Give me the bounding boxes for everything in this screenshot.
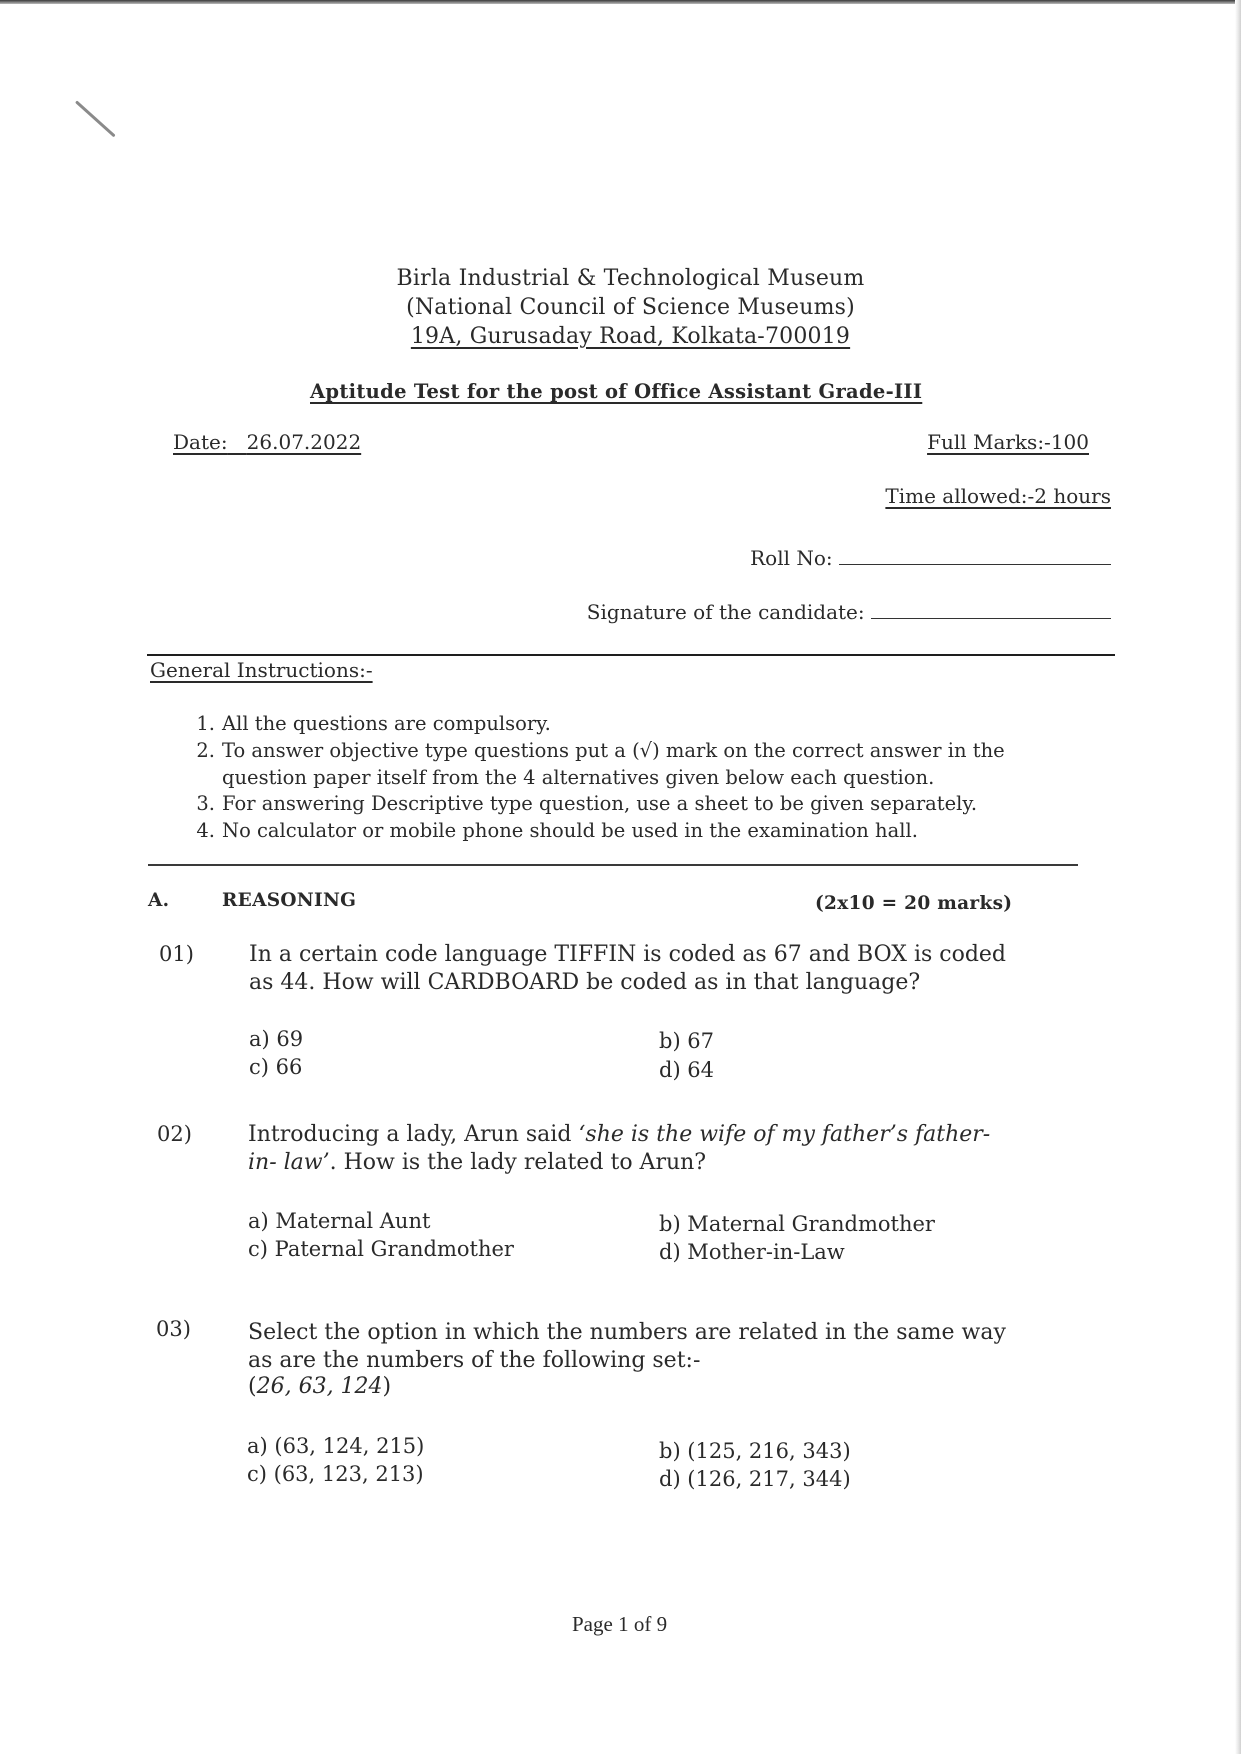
instruction-text: To answer objective type questions put a (√) mark on the correct answer in the: [222, 739, 1005, 762]
option-d[interactable]: d) Mother-in-Law: [659, 1240, 845, 1264]
instruction-item-4: [180, 818, 918, 844]
section-marks: (2x10 = 20 marks): [815, 893, 1013, 914]
question-text-line: as 44. How will CARDBOARD be coded as in that language?: [249, 970, 921, 995]
section-letter: A.: [148, 890, 170, 911]
option-a[interactable]: a) Maternal Aunt: [248, 1209, 431, 1233]
instruction-item-2: [180, 738, 1005, 764]
org-name: [0, 266, 1241, 291]
question-text-line: [248, 1122, 990, 1147]
org-address: [0, 324, 1241, 349]
roll-no-row: [750, 546, 1111, 570]
question-text: . How is the lady related to Arun?: [329, 1150, 707, 1175]
instruction-text: No calculator or mobile phone should be used in the examination hall.: [222, 819, 918, 842]
instruction-number: 4.: [196, 819, 215, 842]
instruction-number: 1.: [196, 712, 215, 735]
roll-no-field[interactable]: [839, 564, 1111, 565]
option-b[interactable]: b) (125, 216, 343): [659, 1439, 851, 1463]
number-set: 26, 63, 124: [256, 1374, 383, 1399]
question-text: Introducing a lady, Arun said: [248, 1122, 579, 1147]
question-text-line: [248, 1150, 706, 1175]
header-divider: [147, 654, 1115, 656]
exam-title: Aptitude Test for the post of Office Assistant Grade-III: [310, 380, 923, 403]
time-allowed: Time allowed:-2 hours: [885, 484, 1111, 508]
option-c[interactable]: c) (63, 123, 213): [247, 1462, 424, 1486]
instruction-item-1: [180, 711, 551, 737]
full-marks: Full Marks:-100: [927, 430, 1089, 454]
instruction-item-3: [180, 791, 977, 817]
pen-mark: [75, 100, 116, 137]
question-number: 03): [156, 1317, 191, 1341]
instruction-number: 3.: [196, 792, 215, 815]
instruction-number: 2.: [196, 739, 215, 762]
signature-row: [587, 600, 1111, 624]
scan-top-edge: [0, 0, 1241, 4]
instructions-heading: General Instructions:-: [150, 658, 373, 682]
question-number-set: (26, 63, 124): [248, 1374, 392, 1399]
instruction-item-2-cont: question paper itself from the 4 alternatives given below each question.: [222, 766, 935, 789]
option-d[interactable]: d) (126, 217, 344): [659, 1467, 851, 1491]
question-text-line: In a certain code language TIFFIN is coded as 67 and BOX is coded: [249, 942, 1007, 967]
question-number: 02): [157, 1122, 192, 1146]
instruction-text: For answering Descriptive type question, use a sheet to be given separately.: [222, 792, 978, 815]
org-address-text: 19A, Gurusaday Road, Kolkata-700019: [410, 324, 851, 349]
option-d[interactable]: d) 64: [659, 1058, 715, 1082]
signature-label: Signature of the candidate:: [586, 600, 865, 624]
exam-date: [173, 430, 361, 454]
question-number: 01): [159, 942, 194, 966]
page-number: Page 1 of 9: [572, 1612, 668, 1636]
scan-right-edge: [1235, 0, 1241, 1754]
question-quote: ‘she is the wife of my father’s father-: [578, 1122, 991, 1147]
option-c[interactable]: c) Paternal Grandmother: [248, 1237, 514, 1261]
question-quote: in- law’: [248, 1150, 330, 1175]
option-b[interactable]: b) 67: [659, 1029, 715, 1053]
section-divider: [148, 864, 1078, 866]
option-a[interactable]: a) 69: [249, 1027, 304, 1051]
date-label: Date:: [173, 430, 228, 454]
org-parent-text: (National Council of Science Museums): [406, 295, 855, 320]
instruction-text: All the questions are compulsory.: [222, 712, 551, 735]
question-text-line: as are the numbers of the following set:-: [248, 1348, 701, 1373]
signature-field[interactable]: [871, 618, 1111, 619]
section-title: REASONING: [222, 890, 357, 911]
option-b[interactable]: b) Maternal Grandmother: [659, 1212, 935, 1236]
option-c[interactable]: c) 66: [249, 1055, 303, 1079]
option-a[interactable]: a) (63, 124, 215): [247, 1434, 425, 1458]
org-parent: [0, 295, 1241, 320]
date-value: 26.07.2022: [246, 430, 362, 454]
roll-no-label: Roll No:: [750, 546, 833, 570]
org-name-text: Birla Industrial & Technological Museum: [396, 266, 865, 291]
question-text-line: Select the option in which the numbers are related in the same way: [248, 1320, 1006, 1345]
